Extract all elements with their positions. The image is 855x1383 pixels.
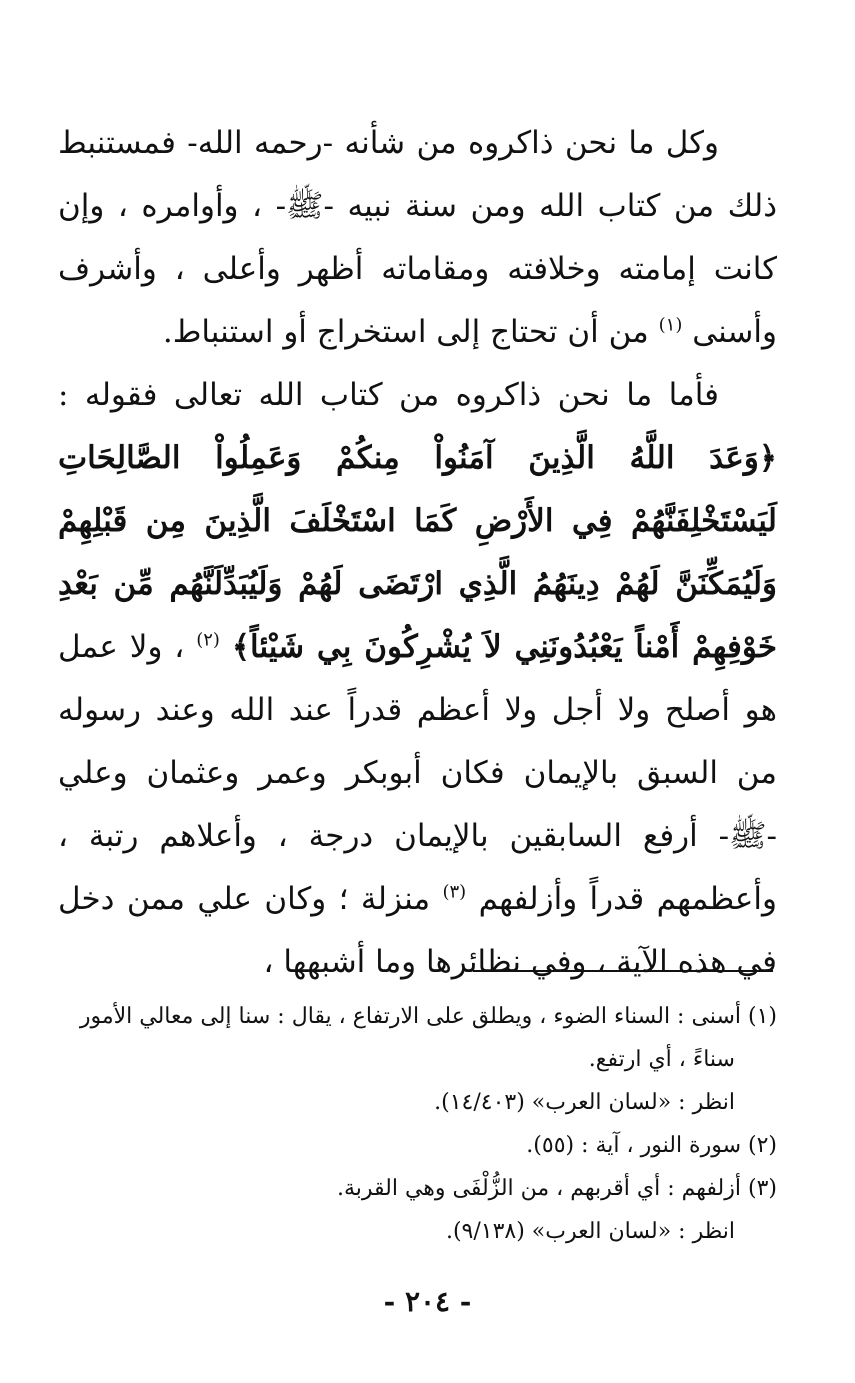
quran-verse: ﴿وَعَدَ اللَّهُ الَّذِينَ آمَنُواْ مِنكُمْ وَعَمِلُواْ الصَّالِحَاتِ لَيَسْتَخْلِفَنَّهُمْ فِي الأَرْضِ كَمَا اسْتَخْلَفَ الَّذِينَ مِن قَبْلِهِمْ وَلَيُمَكِّنَنَّ لَهُمْ دِينَهُمُ الَّذِي ارْتَضَى لَهُمْ وَلَيُبَدِّلَنَّهُم مِّن بَعْدِ خَوْفِهِمْ أَمْناً يَعْبُدُونَنِي لاَ يُشْرِكُونَ بِي شَيْئاً﴾ (58, 440, 778, 665)
footnote-ref-2: (٢) (196, 629, 220, 651)
footnote-1-line-2: سناءً ، أي ارتفع. (588, 1047, 735, 1072)
footnotes (58, 995, 777, 1253)
paragraph-1 (58, 112, 777, 364)
paragraph-2-intro: فأما ما نحن ذاكروه من كتاب الله تعالى فقوله : (58, 377, 719, 413)
footnote-3-line-1: (٣) أزلفهم : أي أقربهم ، من الزُّلْفَى وهي القربة. (336, 1176, 777, 1201)
page-number: - ٢٠٤ - (383, 1285, 472, 1318)
footnote-1-line-3: انظر : «لسان العرب» (١٤/٤٠٣). (434, 1090, 735, 1115)
footnote-3-line-2: انظر : «لسان العرب» (٩/١٣٨). (445, 1219, 735, 1244)
paragraph-2 (58, 364, 777, 994)
paragraph-2-end: منزلة ؛ وكان علي ممن دخل في هذه الآية ، وفي نظائرها وما أشبهها ، (58, 881, 777, 980)
paragraph-1-end: من أن تحتاج إلى استخراج أو استنباط. (162, 314, 649, 350)
paragraph-1-text: وكل ما نحن ذاكروه من شأنه -رحمه الله- فمستنبط ذلك من كتاب الله ومن سنة نبيه -ﷺ- ، وأوامره ، وإن كانت إمامته وخلافته ومقاماته أظهر وأعلى ، وأشرف وأسنى (58, 125, 777, 350)
main-text (58, 112, 777, 994)
footnote-ref-1: (١) (658, 314, 683, 336)
footnote-ref-3: (٣) (442, 881, 467, 903)
footnote-1-line-1: (١) أسنى : السناء الضوء ، ويطلق على الارتفاع ، يقال : سنا إلى معالي الأمور (79, 1004, 777, 1029)
footnote-2: (٢) سورة النور ، آية : (٥٥). (526, 1133, 777, 1158)
paragraph-2-middle: ، ولا عمل هو أصلح ولا أجل ولا أعظم قدراً عند الله وعند رسوله من السبق بالإيمان فكان أبوبكر وعمر وعثمان وعلي -ﷺ- أرفع السابقين بالإيمان درجة ، وأعلاهم رتبة ، وأعظمهم قدراً وأزلفهم (58, 629, 777, 917)
footnote-divider (473, 970, 773, 972)
